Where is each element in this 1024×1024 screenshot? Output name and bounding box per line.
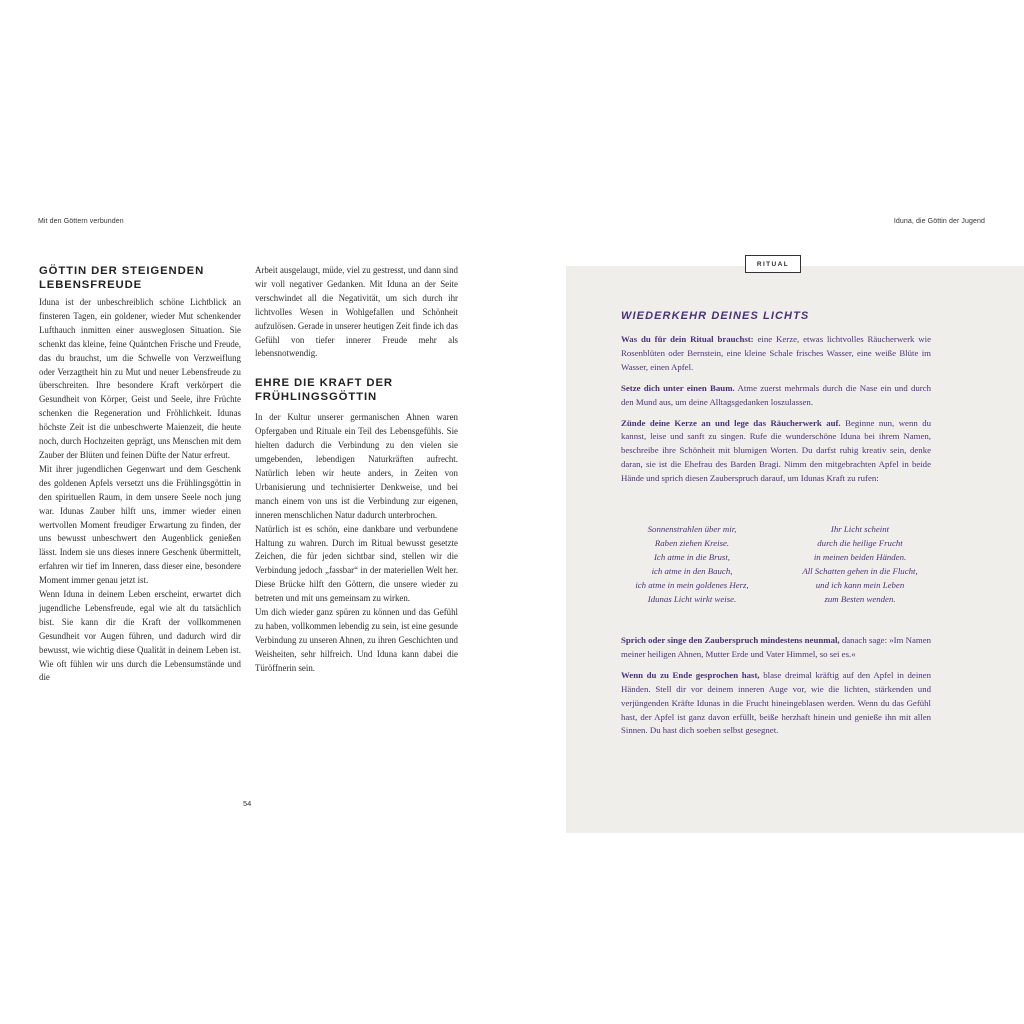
body-paragraph: Arbeit ausgelaugt, müde, viel zu gestresst, und dann sind wir voll negativer Gedanken. Mit Iduna an der Seite verschwindet all die Negativität, um sich durch ihr lichtvolles Wesen in Wohlgefallen und Schönheit aufzulösen. Gerade in unserer heutigen Zeit finde ich das Gefühl von tiefer innerer Freude mehr als lebensnotwendig. — [255, 265, 458, 359]
section-heading-lebensfreude: GÖTTIN DER STEIGENDEN LEBENSFREUDE — [39, 265, 205, 291]
left-column — [39, 264, 241, 685]
section-heading-fruehlingsgoettin: EHRE DIE KRAFT DER FRÜHLINGSGÖTTIN — [255, 377, 393, 404]
ritual-step — [621, 634, 931, 662]
spell-line: Idunas Licht wirkt weise. — [647, 594, 737, 604]
ritual-step — [621, 417, 931, 487]
body-paragraph: Um dich wieder ganz spüren zu können und das Gefühl zu haben, vollkommen lebendig zu sein, ist eine gesunde Verbindung zu unseren Ahnen, zu ihren Geschichten und Weisheiten, sehr hilfreich. Und Iduna kann dabei die Türöffnerin sein. — [255, 607, 458, 673]
spell-line: ich atme in mein goldenes Herz, — [635, 580, 749, 590]
body-paragraph: Wenn Iduna in deinem Leben erscheint, erwartet dich jugendliche Lebensfreude, egal wie alt du tatsächlich bist. Sie kann dir die Kraft der vollkommenen Gesundheit vor Augen führen, und dadurch wird dir bewusst, wie wichtig diese Qualität in deinem Leben ist. Wie oft fühlen wir uns durch die Lebensumstände und die — [39, 589, 241, 683]
ritual-badge: RITUAL — [745, 255, 801, 273]
right-column — [255, 264, 458, 676]
ritual-steps-bottom — [621, 634, 931, 745]
body-paragraph: Natürlich ist es schön, eine dankbare und verbundene Haltung zu wahren. Durch im Ritual bewusst gesetzte Zeichen, die für jeden sichtbar sind, stellen wir die Verbindung jedoch „fassbar“ in der materiellen Welt her. Diese Brücke hilft den Göttern, die unsere wieder zu betreten und mit uns gemeinsam zu wirken. — [255, 523, 458, 604]
spell-line: und ich kann mein Leben — [815, 580, 905, 590]
ritual-step-text: blase dreimal kräftig auf den Apfel in deinen Händen. Stell dir vor deinem inneren Auge vor, wie die lichten, stärkenden und verjüngenden Kräfte Idunas in die Frucht hineingeblasen werden. Wenn du das Gefühl hast, der Apfel ist ganz davon erfüllt, beiße herzhaft hinein und genieße ihn mit allen Sinnen. Du hast dich soeben selbst gesegnet. — [621, 669, 931, 736]
page-number: 54 — [243, 799, 252, 808]
spell-line: durch die heilige Frucht — [817, 538, 903, 548]
spell-line: Raben ziehen Kreise. — [654, 538, 730, 548]
ritual-step-lead: Zünde deine Kerze an und lege das Räucherwerk auf. — [621, 417, 841, 428]
ritual-step-lead: Was du für dein Ritual brauchst: — [621, 334, 754, 344]
spell-verse-right — [785, 522, 935, 606]
ritual-step-lead: Sprich oder singe den Zauberspruch mindestens neunmal, — [621, 635, 840, 645]
spell-line: zum Besten wenden. — [824, 594, 896, 604]
body-paragraph: In der Kultur unserer germanischen Ahnen waren Opfergaben und Rituale ein Teil des Lebensgefühls. Sie hielten dadurch die Verbindung zu den vielen sie umgebenden, lebendigen Naturkräften aufrecht. Natürlich leben wir heute anders, in Zeiten von Urbanisierung und technisierter Denkweise, und bei manch einem von uns ist die Verbindung zur eigenen, inneren menschlichen Natur dadurch unterbrochen. — [255, 412, 458, 520]
ritual-step — [621, 382, 931, 410]
spell-line: in meinen beiden Händen. — [813, 552, 907, 562]
ritual-steps-top — [621, 333, 931, 493]
ritual-step-lead: Setze dich unter einen Baum. — [621, 382, 735, 393]
spell-line: Ich atme in die Brust, — [654, 552, 730, 562]
spell-verse-left — [617, 522, 767, 606]
body-paragraph: Mit ihrer jugendlichen Gegenwart und dem Geschenk des goldenen Apfels versetzt uns die Frühlingsgöttin in den spirituellen Raum, in dem unsere Seele noch jung war. Idunas Zauber hilft uns, immer wieder einen wertvollen Moment freudiger Erwartung zu finden, der uns bewusst unbeschwert den Augenblick genießen lässt. Indem sie uns dieses innere Geschenk übermittelt, erfahren wir tief im Inneren, dass dieser eine, besondere Moment immer genau jetzt ist. — [39, 463, 241, 586]
ritual-step-text: Beginne nun, wenn du kannst, leise und sanft zu singen. Rufe die wunderschöne Iduna bei ihrem Namen, beschreibe ihre Schönheit mit blumigen Worten. Du darfst ruhig kreativ sein, denke daran, sie ist die Ehefrau des Barden Bragi. Nimm den mitgebrachten Apfel in beide Hände und sprich diesen Zauberspruch darauf, um Idunas Kraft zu rufen: — [621, 417, 931, 484]
running-head-right: Iduna, die Göttin der Jugend — [893, 218, 985, 225]
body-paragraph: Iduna ist der unbeschreiblich schöne Lichtblick an finsteren Tagen, ein goldener, wieder Mut schenkender Lufthauch inmitten einer ausweglosen Situation. Sie schenkt das kleine, feine Quäntchen Frische und Freude, das du brauchst, um die Schwelle von Verzweiflung oder Verzagtheit hin zu Mut und neuer Lebensfreude zu überschreiten. Ihre besondere Kraft verkörpert die Gesundheit von Körper, Geist und Seele, ihre Früchte schenken die Regeneration und Fröhlichkeit. Idunas höchste Zeit ist die unbeschwerte Maienzeit, die heute noch, durch Hochzeiten geprägt, uns Menschen mit dem Zauber der Blüten und feinen Düfte der Natur erfreut. — [39, 297, 241, 460]
spell-line: ich atme in den Bauch, — [651, 566, 733, 576]
spell-line: Ihr Licht scheint — [830, 524, 890, 534]
ritual-step-lead: Wenn du zu Ende gesprochen hast, — [621, 669, 760, 680]
ritual-step-text: eine Kerze, etwas lichtvolles Räucherwerk wie Rosenblüten oder Bernstein, eine kleine Schale frisches Wasser, eine weiße Blüte im Wasser, einen Apfel. — [621, 334, 931, 372]
spell-line: Sonnenstrahlen über mir, — [647, 524, 737, 534]
spell-line: All Schatten gehen in die Flucht, — [802, 566, 918, 576]
ritual-step-text: danach sage: »Im Namen meiner heiligen Ahnen, Mutter Erde und Vater Himmel, so sei es.« — [621, 635, 932, 659]
ritual-step-text: Atme zuerst mehrmals durch die Nase ein und durch den Mund aus, um deine Alltagsgedanken loszulassen. — [621, 382, 931, 407]
ritual-step — [621, 333, 931, 375]
running-head-left: Mit den Göttern verbunden — [38, 218, 124, 225]
ritual-step — [621, 669, 931, 739]
ritual-title: WIEDERKEHR DEINES LICHTS — [621, 310, 810, 322]
